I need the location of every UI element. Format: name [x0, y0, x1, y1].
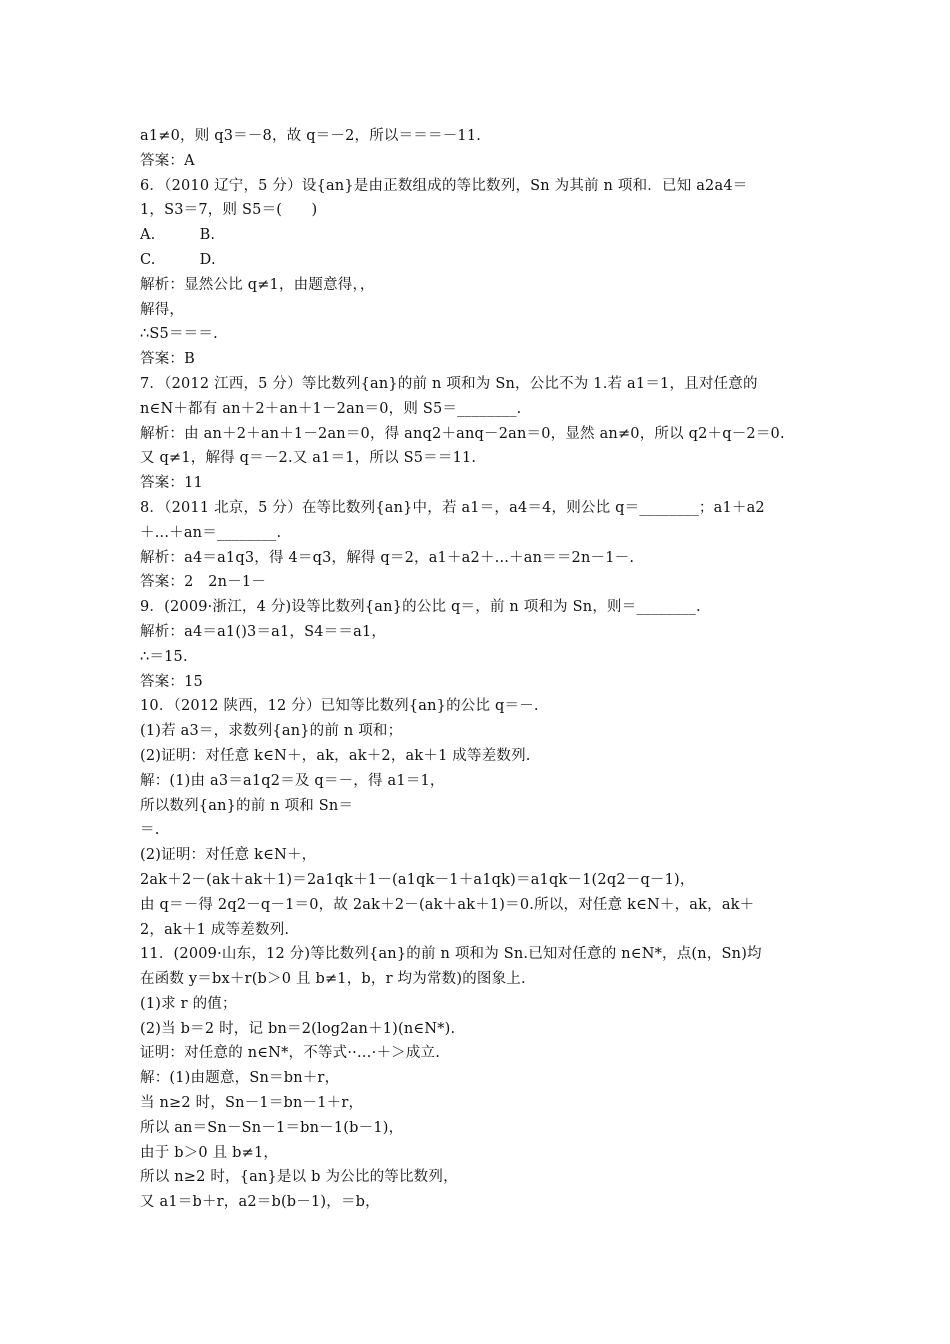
text-line: 2ak＋2－(ak＋ak＋1)＝2a1qk＋1－(a1qk－1＋a1qk)＝a1qk－1(2q2－q－1)， — [140, 871, 695, 888]
text-line: 10．（2012 陕西，12 分）已知等比数列{an}的公比 q＝－. — [140, 698, 539, 715]
text-line: 解析：由 an＋2＋an＋1－2an＝0，得 anq2＋anq－2an＝0，显然 an≠0，所以 q2＋q－2＝0. — [140, 425, 785, 442]
text-line: A. B. — [140, 227, 216, 244]
text-line: 所以 an＝Sn－Sn－1＝bn－1(b－1)， — [140, 1119, 404, 1136]
text-line: ∴＝15. — [140, 648, 188, 665]
document-body — [140, 124, 820, 1215]
text-line: 9．(2009·浙江，4 分)设等比数列{an}的公比 q＝，前 n 项和为 Sn，则＝________. — [140, 599, 701, 616]
text-line: C. D. — [140, 251, 216, 268]
text-line: 解析：a4＝a1()3＝a1，S4＝＝a1， — [140, 623, 387, 640]
text-line: a1≠0，则 q3＝－8，故 q＝－2，所以＝＝＝－11. — [140, 128, 482, 144]
text-line: 由 q＝－得 2q2－q－1＝0，故 2ak＋2－(ak＋ak＋1)＝0.所以，对任意 k∈N＋，ak，ak＋ — [140, 896, 755, 913]
text-line: 答案：15 — [140, 673, 203, 690]
text-line: 证明：对任意的 n∈N*，不等式··…·＋＞成立. — [140, 1045, 441, 1062]
text-line: 答案：2 2n－1－ — [140, 574, 267, 591]
text-line: 又 q≠1，解得 q＝－2.又 a1＝1，所以 S5＝＝11. — [140, 450, 477, 467]
text-line: (1)若 a3＝，求数列{an}的前 n 项和； — [140, 723, 403, 740]
text-line: 解：(1)由题意，Sn＝bn＋r， — [140, 1070, 340, 1087]
text-line: (1)求 r 的值； — [140, 995, 237, 1012]
text-line: 解得， — [140, 301, 185, 318]
text-line: (2)证明：对任意 k∈N＋，ak，ak＋2，ak＋1 成等差数列. — [140, 747, 531, 764]
text-line: 在函数 y＝bx＋r(b＞0 且 b≠1，b，r 均为常数)的图象上. — [140, 971, 526, 988]
text-line: 答案：B — [140, 351, 195, 368]
text-line: 答案：11 — [140, 475, 203, 492]
text-line: 解：(1)由 a3＝a1q2＝及 q＝－，得 a1＝1， — [140, 772, 445, 789]
text-line: 答案：A — [140, 152, 195, 169]
text-line: ＋...＋an＝________. — [140, 524, 282, 541]
text-line: (2)证明：对任意 k∈N＋， — [140, 847, 317, 864]
text-line: 由于 b＞0 且 b≠1， — [140, 1144, 279, 1161]
text-line: 又 a1＝b＋r，a2＝b(b－1)，＝b， — [140, 1194, 380, 1211]
text-line: 当 n≥2 时，Sn－1＝bn－1＋r， — [140, 1095, 364, 1112]
text-line: 解析：显然公比 q≠1，由题意得，， — [140, 276, 375, 293]
text-line: 11．(2009·山东，12 分)等比数列{an}的前 n 项和为 Sn.已知对任意的 n∈N*，点(n，Sn)均 — [140, 946, 762, 963]
text-line: 7．（2012 江西，5 分）等比数列{an}的前 n 项和为 Sn，公比不为 1.若 a1＝1，且对任意的 — [140, 375, 758, 392]
text-line: 6．（2010 辽宁，5 分）设{an}是由正数组成的等比数列，Sn 为其前 n 项和．已知 a2a4＝ — [140, 177, 748, 194]
text-line: ∴S5＝＝＝. — [140, 326, 218, 343]
text-line: 解析：a4＝a1q3，得 4＝q3，解得 q＝2，a1＋a2＋...＋an＝＝2n－1－. — [140, 549, 635, 566]
text-line: 2，ak＋1 成等差数列. — [140, 921, 290, 938]
text-line: ＝. — [140, 822, 160, 839]
text-line: 1，S3＝7，则 S5＝( ) — [140, 202, 318, 219]
text-line: n∈N＋都有 an＋2＋an＋1－2an＝0，则 S5＝________. — [140, 400, 522, 417]
text-line: 所以数列{an}的前 n 项和 Sn＝ — [140, 797, 354, 814]
text-line: 8．（2011 北京，5 分）在等比数列{an}中，若 a1＝，a4＝4，则公比 q＝________；a1＋a2 — [140, 499, 765, 516]
text-line: (2)当 b＝2 时，记 bn＝2(log2an＋1)(n∈N*). — [140, 1020, 456, 1037]
text-line: 所以 n≥2 时，{an}是以 b 为公比的等比数列， — [140, 1169, 458, 1186]
